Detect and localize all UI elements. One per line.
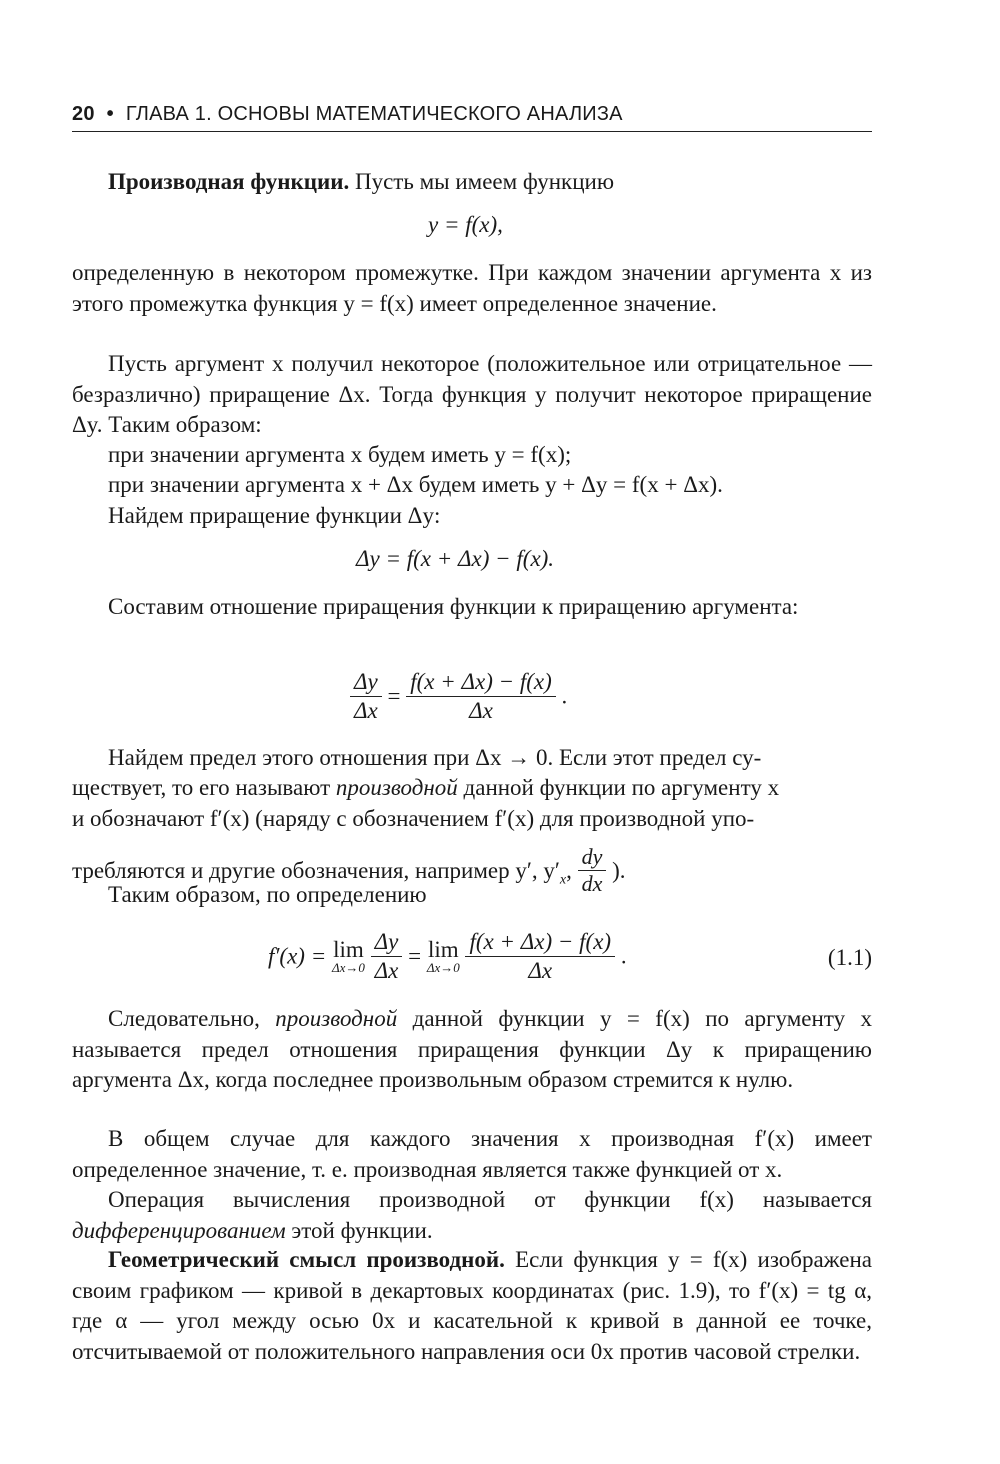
- paragraph-6: [72, 1004, 872, 1096]
- p4-subscript-x: x: [559, 872, 567, 888]
- p4-l2-text-a: ществует, то его называют: [72, 775, 336, 800]
- ratio-left-fraction: [350, 668, 382, 725]
- lim-subscript-2: Δx→0: [426, 959, 460, 975]
- paragraph-4-line-3: и обозначают f′(x) (наряду с обозначением f′(x) для производной упо-: [72, 806, 755, 831]
- ratio-left-numerator: Δy: [350, 668, 382, 697]
- section-heading-geometric: Геометрический смысл производной.: [108, 1247, 505, 1272]
- section-intro: [108, 167, 872, 198]
- line-argument-x: при значении аргумента x будем иметь y = f(x);: [108, 442, 572, 467]
- p6-text-a: Следовательно,: [108, 1006, 276, 1031]
- lim-subscript: Δx→0: [331, 959, 365, 975]
- p9-text: Если функция y = f(x) изображена своим графиком — кривой в декартовых координатах (рис. 1.9), то f′(x) = tg α, где α — угол между осью 0x и касательной к кривой в данной ее точке, отсчитываемой от положительного направления оси 0x против часовой стрелки.: [72, 1247, 872, 1364]
- eq11-f1-numerator: Δy: [371, 928, 403, 957]
- paragraph-7: В общем случае для каждого значения x производная f′(x) имеет определенное значение, т. е. производная является также функцией от x.: [72, 1126, 872, 1182]
- eq11-f2-denominator: Δx: [528, 958, 553, 983]
- equation-1-1: [268, 928, 627, 985]
- p6-text-b: данной функции y = f(x) по аргументу x называется предел отношения приращения функции Δy к приращению аргумента Δx, когда последнее произвольным образом стремится к нулю.: [72, 1006, 872, 1092]
- p8-text-b: этой функции.: [285, 1217, 433, 1243]
- book-page: [72, 0, 872, 1464]
- header-rule: [72, 131, 872, 132]
- paragraph-1: определенную в некотором промежутке. При каждом значении аргумента x из этого промежутка функция y = f(x) имеет определенное значение.: [72, 260, 872, 316]
- paragraph-8: [72, 1185, 872, 1246]
- term-differentiation: дифференцированием: [72, 1217, 286, 1243]
- paragraph-4-line-2: [72, 773, 872, 804]
- eq11-lhs: f′(x) =: [268, 943, 327, 969]
- ratio-equals: =: [387, 683, 401, 709]
- eq11-fraction-2: [465, 928, 615, 985]
- ratio-period: .: [561, 683, 568, 709]
- lim-label-2: lim: [427, 936, 459, 962]
- paragraph-5: Таким образом, по определению: [108, 882, 427, 907]
- eq11-limit-2: [426, 936, 460, 975]
- eq11-fraction-1: [371, 928, 403, 985]
- equation-ratio: [350, 668, 567, 725]
- equation-function: y = f(x),: [428, 212, 503, 237]
- chapter-title: ГЛАВА 1. ОСНОВЫ МАТЕМАТИЧЕСКОГО АНАЛИЗА: [125, 103, 623, 125]
- ratio-right-denominator: Δx: [469, 698, 493, 723]
- eq11-equals: =: [408, 943, 422, 969]
- paragraph-4-line-1: Найдем предел этого отношения при Δx → 0. Если этот предел су-: [108, 745, 762, 770]
- p8-text-a: Операция вычисления производной от функции f(x) называется: [108, 1187, 872, 1212]
- ratio-right-numerator: f(x + Δx) − f(x): [406, 668, 556, 697]
- ratio-right-fraction: [406, 668, 556, 725]
- section-heading-derivative: Производная функции.: [108, 169, 350, 194]
- header-bullet: •: [106, 103, 114, 125]
- running-header: [72, 103, 872, 129]
- paragraph-3: Составим отношение приращения функции к приращению аргумента:: [108, 594, 799, 619]
- p4-l4-close: ).: [606, 857, 626, 883]
- dx: dx: [581, 871, 603, 896]
- term-derivative-2: производной: [275, 1006, 398, 1031]
- paragraph-2: Пусть аргумент x получил некоторое (положительное или отрицательное — безразлично) приращение Δx. Тогда функция y получит некоторое приращение Δy. Таким образом:: [72, 351, 872, 437]
- p4-l4-comma: ,: [566, 857, 578, 883]
- line-find-increment: Найдем приращение функции Δy:: [108, 503, 441, 528]
- eq11-f2-numerator: f(x + Δx) − f(x): [465, 928, 615, 957]
- ratio-left-denominator: Δx: [354, 698, 378, 723]
- section-intro-text: Пусть мы имеем функцию: [349, 169, 615, 194]
- page-number: 20: [72, 103, 95, 125]
- eq11-limit-1: [331, 936, 365, 975]
- paragraph-9: [72, 1245, 872, 1367]
- p4-l4-text-a: требляются и другие обозначения, например y′, y′: [72, 857, 560, 883]
- lim-label: lim: [333, 936, 364, 962]
- eq11-period: .: [620, 943, 627, 969]
- dy: dy: [578, 844, 607, 871]
- equation-increment: Δy = f(x + Δx) − f(x).: [356, 546, 555, 571]
- line-argument-x-plus-dx: при значении аргумента x + Δx будем иметь y + Δy = f(x + Δx).: [108, 472, 723, 497]
- eq11-f1-denominator: Δx: [374, 958, 399, 983]
- term-derivative: производной: [335, 775, 458, 800]
- equation-number: (1.1): [827, 945, 872, 970]
- p4-l2-text-b: данной функции по аргументу x: [457, 775, 780, 800]
